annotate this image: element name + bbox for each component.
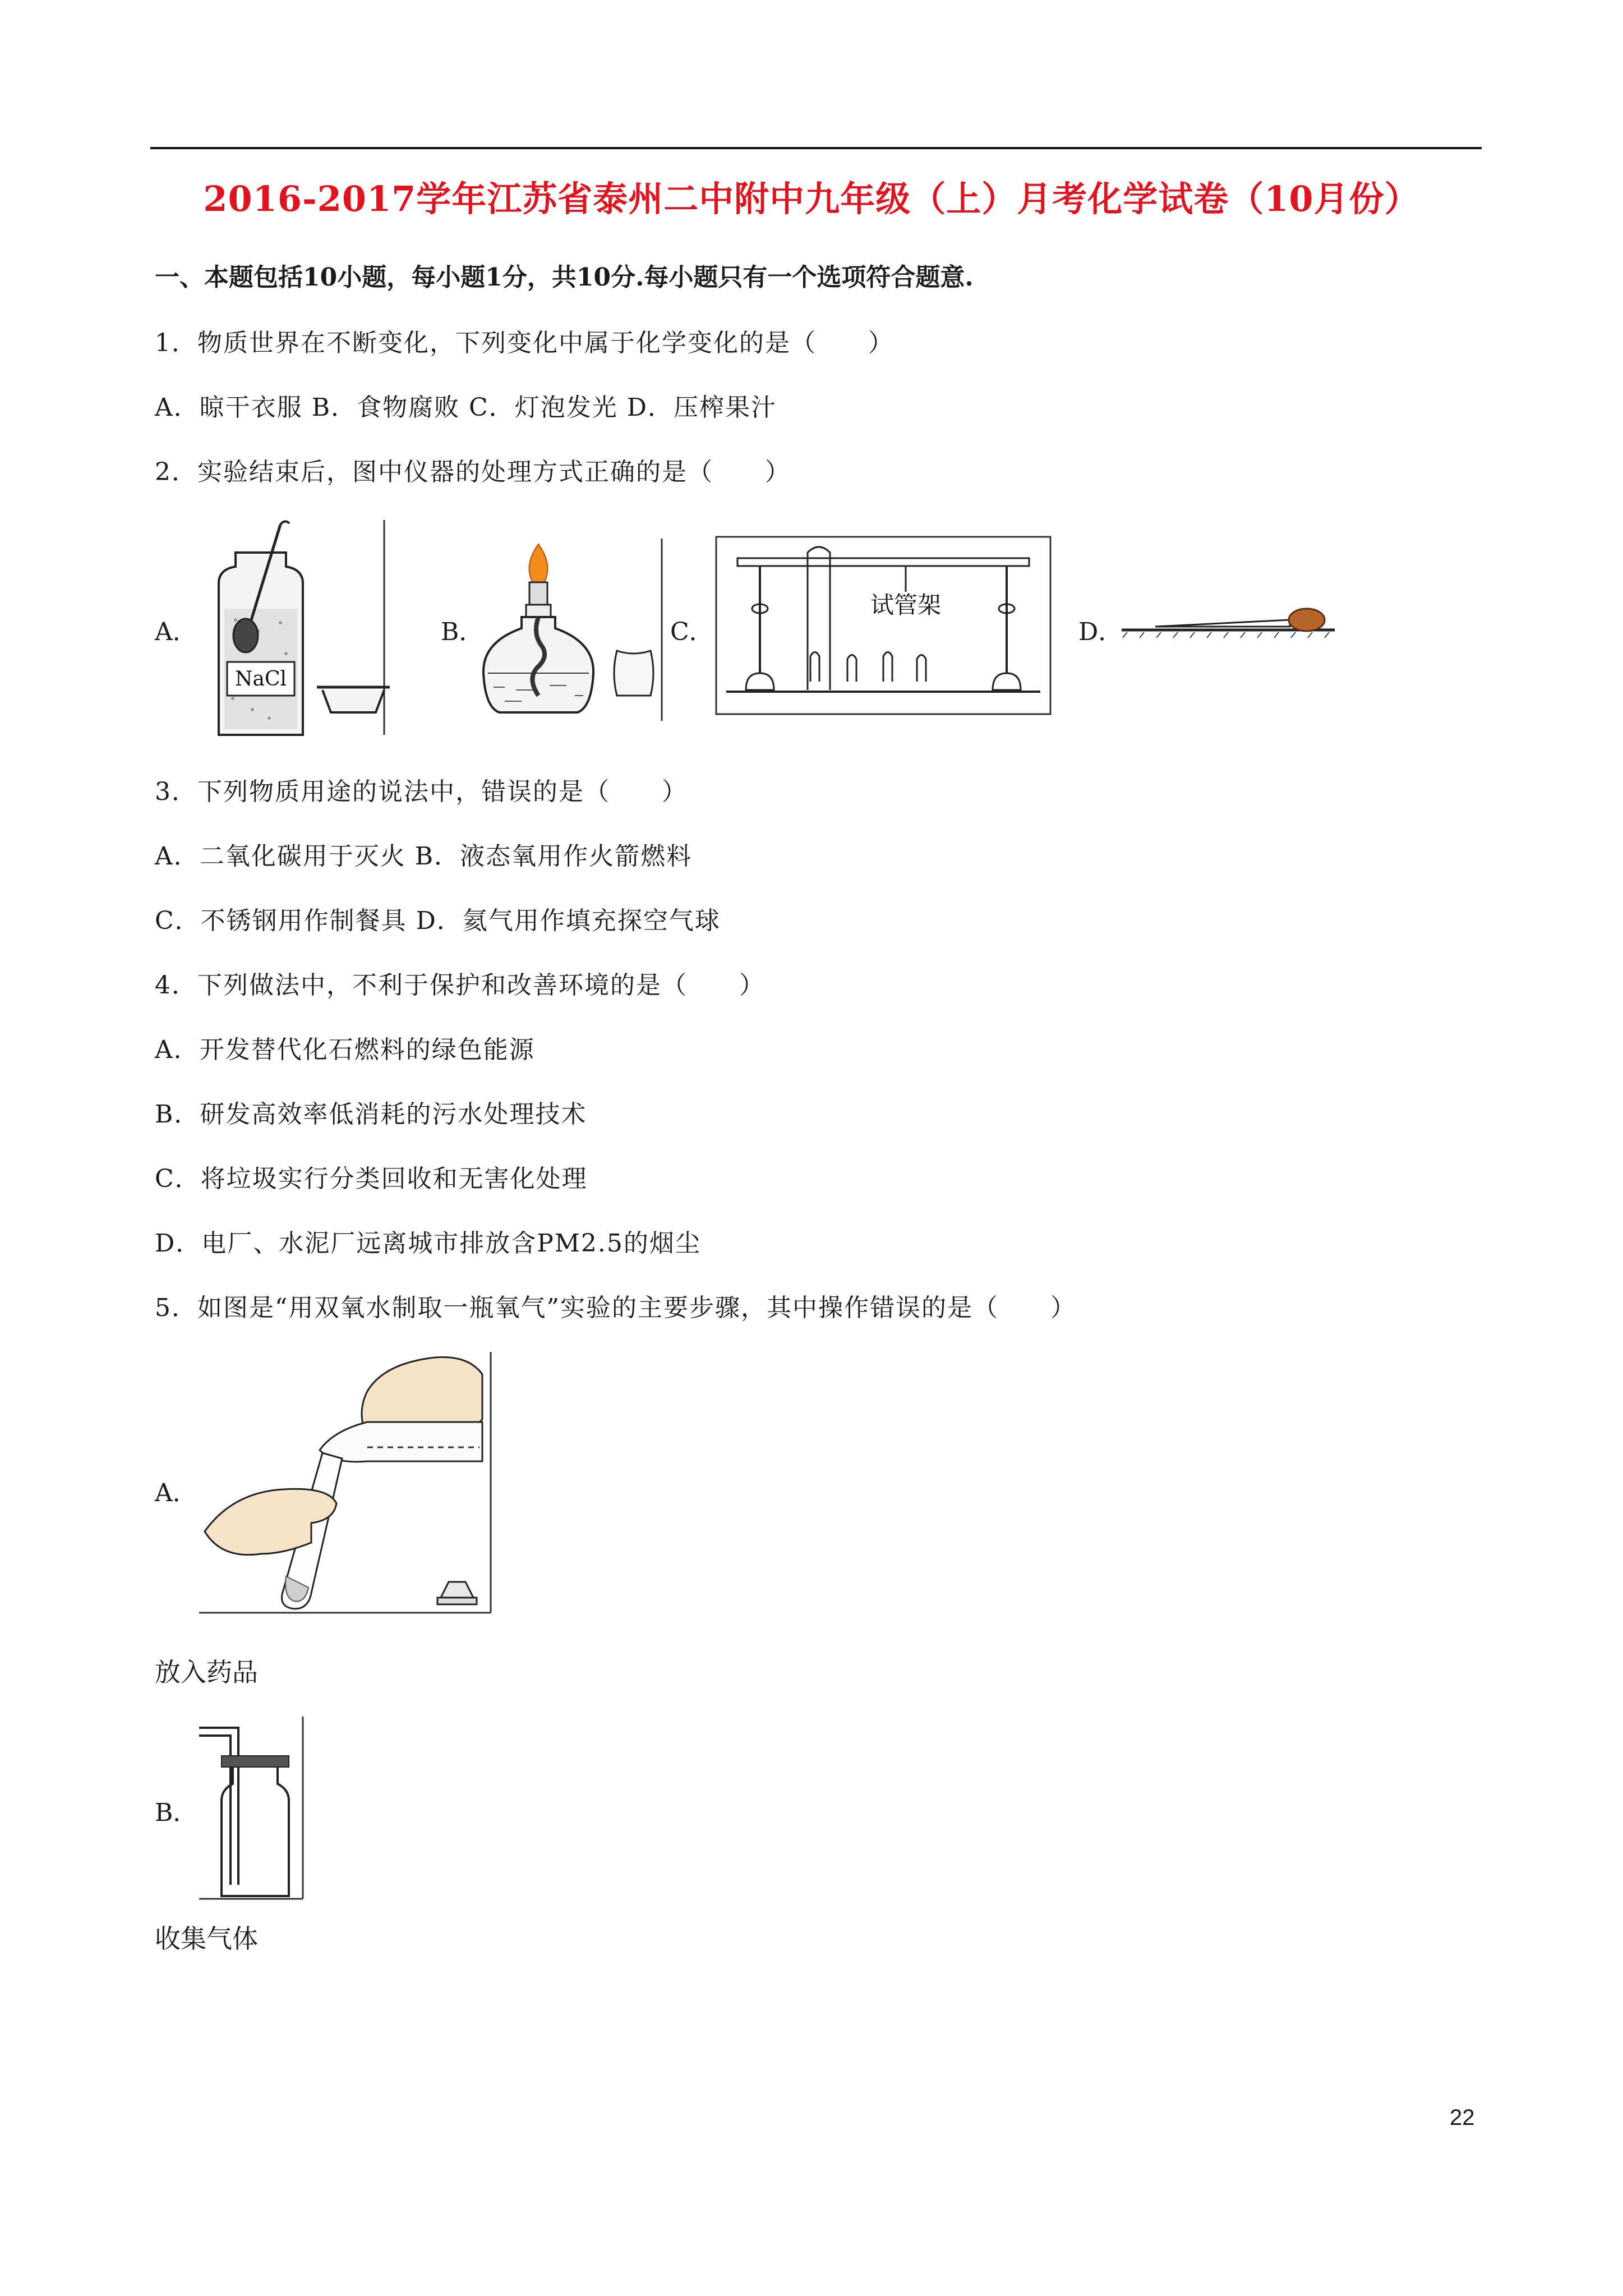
page-title: 2016-2017学年江苏省泰州二中附中九年级（上）月考化学试卷（10月份） [203, 178, 1420, 219]
question-2-option-c-label: C． [670, 618, 714, 646]
question-2-stem: 2．实验结束后，图中仪器的处理方式正确的是（ ） [155, 458, 791, 486]
rack-label: 试管架 [870, 591, 942, 619]
question-5-option-b-label: B． [155, 1798, 198, 1827]
question-1-options: A．晾干衣服 B．食物腐败 C．灯泡发光 D．压榨果汁 [155, 393, 777, 422]
question-4-option-c: C．将垃圾实行分类回收和无害化处理 [155, 1165, 588, 1193]
question-5-option-a-caption: 放入药品 [155, 1657, 258, 1687]
figure-alcohol-lamp [482, 539, 673, 724]
question-5-stem: 5．如图是“用双氧水制取一瓶氧气”实验的主要步骤，其中操作错误的是（ ） [155, 1294, 1076, 1322]
figure-nacl-bottle [196, 519, 393, 738]
question-4-option-d: D．电厂、水泥厂远离城市排放含PM2.5的烟尘 [155, 1229, 701, 1258]
header-rule [150, 147, 1482, 149]
figure-gas-collection-bottle [199, 1717, 306, 1902]
question-2-option-a-label: A． [155, 618, 197, 646]
figure-test-tube-rack [715, 536, 1052, 715]
question-2-option-d-label: D． [1078, 618, 1123, 646]
nacl-label: NaCl [234, 668, 287, 691]
question-3-options-line-1: A．二氧化碳用于灭火 B．液态氧用作火箭燃料 [155, 842, 693, 871]
question-1-stem: 1．物质世界在不断变化，下列变化中属于化学变化的是（ ） [155, 329, 894, 357]
page-number: 22 [1450, 2105, 1475, 2130]
section-heading: 一、本题包括10小题，每小题1分，共10分.每小题只有一个选项符合题意. [155, 263, 974, 292]
question-3-options-line-2: C．不锈钢用作制餐具 D．氦气用作填充探空气球 [155, 907, 721, 935]
question-3-stem: 3．下列物质用途的说法中，错误的是（ ） [155, 777, 688, 806]
figure-dropper-on-table [1122, 603, 1335, 642]
question-2-option-b-label: B． [441, 618, 484, 646]
question-4-option-b: B．研发高效率低消耗的污水处理技术 [155, 1100, 587, 1129]
figure-pouring-liquid [199, 1352, 494, 1616]
question-4-option-a: A．开发替代化石燃料的绿色能源 [155, 1036, 535, 1064]
question-5-option-a-label: A． [155, 1479, 197, 1507]
question-4-stem: 4．下列做法中，不利于保护和改善环境的是（ ） [155, 971, 765, 1000]
question-5-option-b-caption: 收集气体 [155, 1924, 258, 1954]
